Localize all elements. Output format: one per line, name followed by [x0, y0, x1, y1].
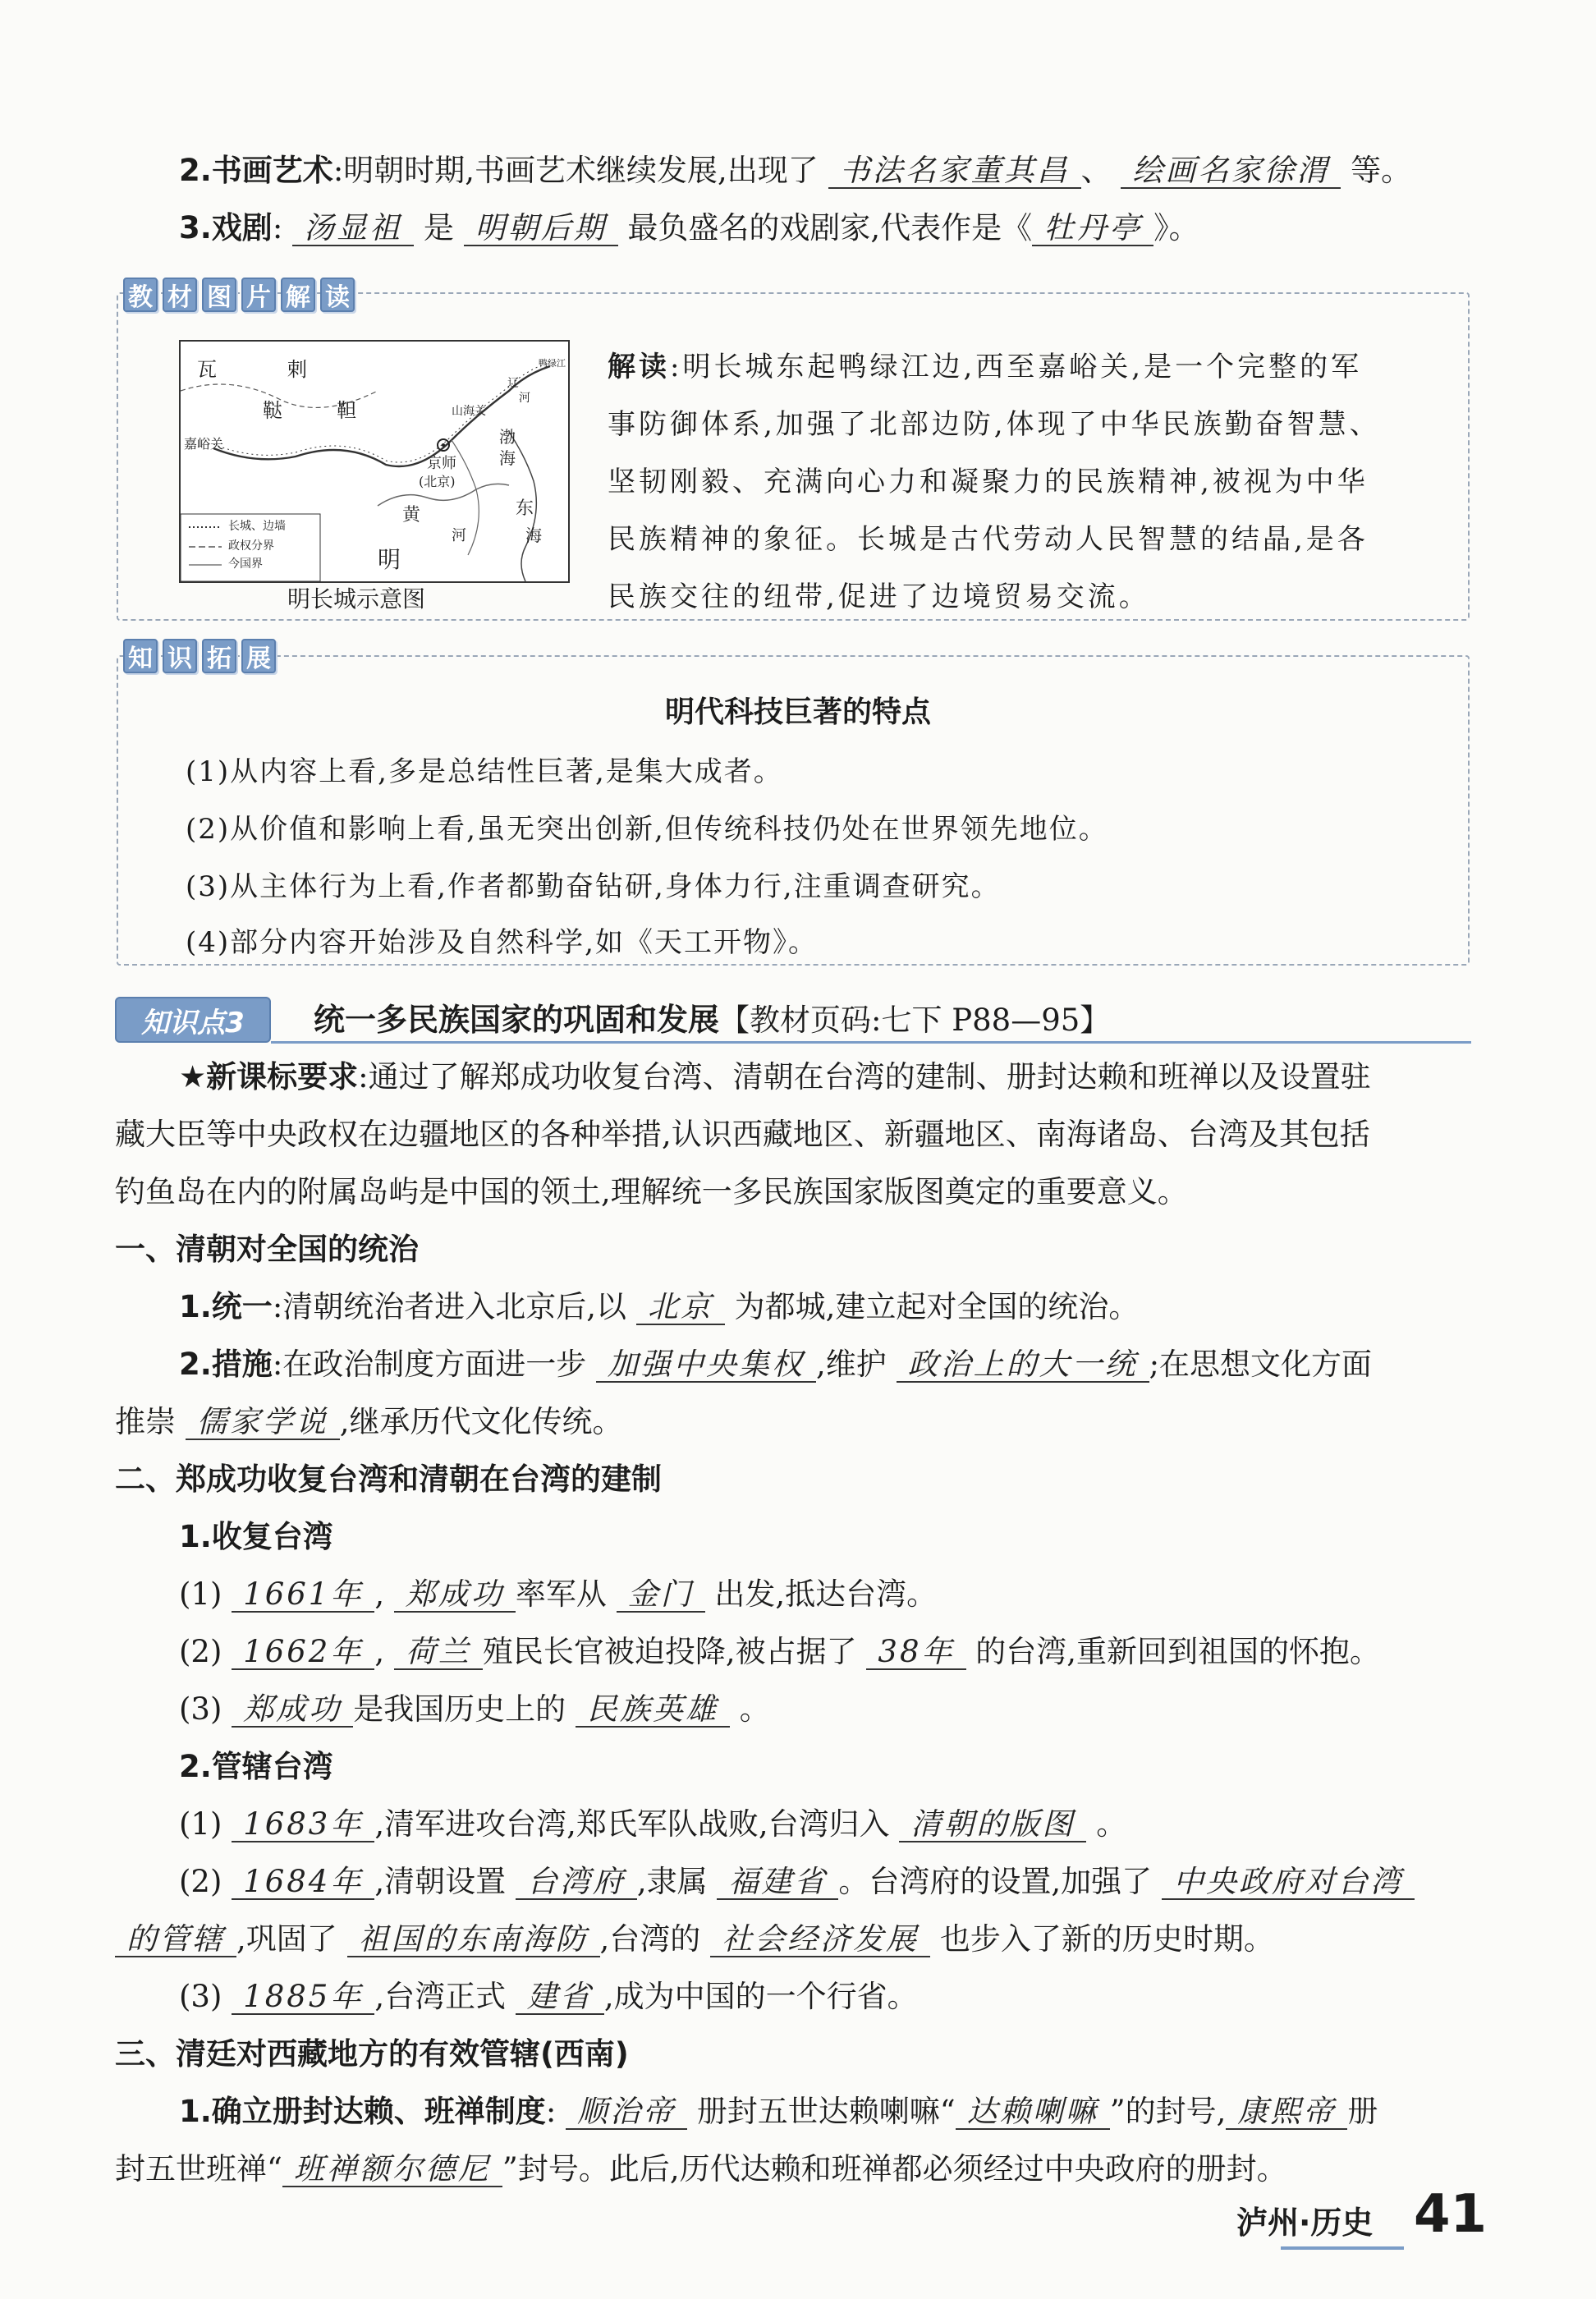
answer-blank: 1885年	[232, 1980, 374, 2015]
item-label: 1.统一	[179, 1289, 273, 1324]
map-legend-wall: 长城、边墙	[228, 520, 286, 533]
answer-blank: 明朝后期	[464, 212, 618, 246]
answer-blank: 政治上的大一统	[897, 1348, 1149, 1383]
map-label-huanghe-1: 黄	[402, 505, 421, 525]
text: ”的封号,	[1109, 2094, 1227, 2129]
item-label: 1.确立册封达赖、班禅制度	[179, 2094, 546, 2129]
answer-blank: 郑成功	[394, 1578, 516, 1613]
map-label-donghai-2: 海	[525, 525, 542, 545]
text: 等。	[1351, 153, 1412, 188]
text: ,清军进攻台湾,郑氏军队战败,台湾归入	[374, 1806, 890, 1842]
text: :明朝时期,书画艺术继续发展,出现了	[332, 153, 819, 188]
tag-char: 图	[202, 278, 236, 312]
map-legend-boundary: 政权分界	[228, 539, 274, 553]
text: ,继承历代文化传统。	[339, 1404, 623, 1439]
answer-blank: 的管辖	[115, 1923, 236, 1957]
s2-recover-1	[179, 1572, 937, 1618]
answer-blank: 1684年	[232, 1865, 374, 1900]
answer-blank: 书法名家董其昌	[828, 154, 1081, 189]
requirement-line-2: 藏大臣等中央政权在边疆地区的各种举措,认识西藏地区、新疆地区、南海诸岛、台湾及其包括	[115, 1117, 1370, 1152]
map-label-shanhaiguan: 山海关	[452, 405, 486, 418]
text: ,	[374, 1576, 385, 1612]
reading-line-2: 事防御体系,加强了北部边防,体现了中华民族勤奋智慧、	[608, 408, 1381, 441]
map-caption: 明长城示意图	[287, 585, 426, 613]
tag-char: 展	[241, 639, 276, 673]
text: 最负盛名的戏剧家,代表作是《	[627, 210, 1033, 246]
text: 是我国历史上的	[353, 1691, 566, 1727]
map-label-wala-1: 瓦	[197, 358, 217, 381]
line-drama	[179, 205, 1199, 251]
expansion-item-2: (2)从价值和影响上看,虽无突出创新,但传统科技仍处在世界领先地位。	[186, 813, 1108, 846]
text: 率军从	[515, 1576, 607, 1612]
map-label-donghai-1: 东	[516, 498, 534, 519]
answer-blank: 荷兰	[394, 1636, 483, 1670]
great-wall-map	[179, 340, 570, 583]
text: ,清朝设置	[374, 1864, 507, 1899]
answer-blank: 北京	[636, 1291, 725, 1325]
text: 的台湾,重新回到祖国的怀抱。	[975, 1634, 1381, 1669]
s2-govern-1	[179, 1801, 1126, 1847]
s2-recover-3	[179, 1686, 770, 1732]
map-label-wala-2: 剌	[287, 358, 307, 381]
map-label-beijing: (北京)	[419, 474, 456, 489]
page-number: 41	[1414, 2184, 1488, 2245]
answer-blank: 祖国的东南海防	[347, 1923, 600, 1957]
answer-blank: 金门	[617, 1578, 705, 1613]
answer-blank: 1683年	[232, 1808, 374, 1842]
answer-blank: 1661年	[232, 1578, 374, 1613]
answer-blank: 班禅额尔德尼	[282, 2153, 502, 2187]
text: 殖民长官被迫投降,被占据了	[482, 1634, 857, 1669]
text: 》。	[1153, 210, 1199, 246]
answer-blank: 清朝的版图	[899, 1808, 1086, 1842]
section-heading-3: 三、清廷对西藏地方的有效管辖(西南)	[115, 2036, 629, 2072]
map-legend-border: 今国界	[228, 558, 263, 571]
kp-title: 统一多民族国家的巩固和发展	[314, 1002, 720, 1038]
expansion-item-3: (3)从主体行为上看,作者都勤奋钻研,身体力行,注重调查研究。	[186, 870, 1001, 903]
requirement-text: :通过了解郑成功收复台湾、清朝在台湾的建制、册封达赖和班禅以及设置驻	[358, 1059, 1371, 1094]
text: 、	[1080, 153, 1112, 188]
num: (1)	[179, 1576, 222, 1612]
map-label-jiayuguan: 嘉峪关	[184, 436, 224, 452]
text: ;在思想文化方面	[1149, 1347, 1373, 1382]
tag-char: 教	[123, 278, 158, 312]
s1-item-2	[179, 1342, 1372, 1388]
map-label-jingshi: 京师	[427, 455, 456, 472]
expansion-item-4: (4)部分内容开始涉及自然科学,如《天工开物》。	[186, 926, 818, 959]
answer-blank: 建省	[516, 1980, 604, 2015]
expansion-item-1: (1)从内容上看,多是总结性巨著,是集大成者。	[186, 755, 783, 788]
tag-char: 拓	[202, 639, 236, 673]
reading-label: 解读	[608, 351, 670, 383]
s3-item-1-cont	[115, 2146, 1287, 2192]
answer-blank: 台湾府	[516, 1865, 637, 1900]
num: (3)	[179, 1691, 222, 1727]
text: 出发,抵达台湾。	[714, 1576, 938, 1612]
text: :	[545, 2094, 557, 2129]
text: ,成为中国的一个行省。	[603, 1979, 918, 2014]
s3-item-1	[179, 2089, 1378, 2135]
expansion-title: 明代科技巨著的特点	[664, 695, 931, 729]
requirement-line-3: 钓鱼岛在内的附属岛屿是中国的领土,理解统一多民族国家版图奠定的重要意义。	[115, 1174, 1188, 1209]
tag-char: 识	[163, 639, 197, 673]
text: 也步入了新的历史时期。	[939, 1921, 1274, 1957]
reading-line-5: 民族交往的纽带,促进了边境贸易交流。	[608, 580, 1150, 613]
s2-govern-3	[179, 1974, 918, 2020]
map-label-dada-2: 靼	[337, 399, 356, 422]
num: (1)	[179, 1806, 222, 1842]
answer-blank: 牡丹亭	[1032, 212, 1153, 246]
answer-blank: 郑成功	[232, 1693, 353, 1728]
text: :	[272, 210, 283, 246]
text: ”封号。此后,历代达赖和班禅都必须经过中央政府的册封。	[502, 2151, 1287, 2187]
item-label: 2.措施	[179, 1347, 273, 1382]
s2-govern-2-cont	[115, 1916, 1274, 1962]
footer-region: 泸州·历史	[1236, 2205, 1374, 2241]
tag-char: 读	[320, 278, 355, 312]
answer-blank: 汤显祖	[292, 212, 414, 246]
answer-blank: 康熙帝	[1226, 2095, 1347, 2130]
s1-item-2-cont	[115, 1399, 623, 1445]
s2-recover-2	[179, 1629, 1380, 1675]
item-label: 2.书画艺术	[179, 153, 333, 188]
text: :在政治制度方面进一步	[272, 1347, 587, 1382]
text: :清朝统治者进入北京后,以	[272, 1289, 627, 1324]
answer-blank: 儒家学说	[186, 1406, 340, 1440]
answer-blank: 顺治帝	[566, 2095, 687, 2130]
text: 册	[1347, 2094, 1378, 2129]
map-label-he: 河	[519, 392, 530, 405]
s2-govern-2	[179, 1859, 1415, 1905]
text: 。台湾府的设置,加强了	[838, 1864, 1153, 1899]
num: (2)	[179, 1864, 222, 1899]
text: 。	[739, 1691, 770, 1727]
answer-blank: 社会经济发展	[710, 1923, 930, 1957]
answer-blank: 38年	[866, 1636, 965, 1670]
answer-blank: 民族英雄	[576, 1693, 730, 1728]
item-label: 3.戏剧	[179, 210, 273, 246]
map-label-dada-1: 鞑	[263, 399, 282, 422]
num: (2)	[179, 1634, 222, 1669]
reading-line-3: 坚韧刚毅、充满向心力和凝聚力的民族精神,被视为中华	[608, 466, 1369, 498]
section-heading-1: 一、清朝对全国的统治	[115, 1232, 419, 1267]
section-heading-2: 二、郑成功收复台湾和清朝在台湾的建制	[115, 1462, 662, 1497]
answer-blank: 福建省	[717, 1865, 838, 1900]
s2-sub-1: 1.收复台湾	[179, 1519, 333, 1554]
map-label-huanghe-2: 河	[452, 527, 466, 544]
tag-char: 解	[281, 278, 315, 312]
reading-line-1	[608, 338, 1362, 396]
tag-char: 材	[163, 278, 197, 312]
footer-accent	[1281, 2246, 1404, 2250]
kp-title-line	[314, 997, 1110, 1044]
text: ,台湾的	[599, 1921, 701, 1957]
map-label-ming: 明	[378, 546, 401, 573]
requirement-label: ★新课标要求	[179, 1059, 359, 1094]
knowledge-point-tag: 知识点3	[115, 997, 271, 1043]
answer-blank: 加强中央集权	[596, 1348, 816, 1383]
text: 为都城,建立起对全国的统治。	[734, 1289, 1140, 1324]
answer-blank: 达赖喇嘛	[956, 2095, 1110, 2130]
text: ,巩固了	[236, 1921, 337, 1957]
line-calligraphy-painting	[179, 148, 1411, 194]
s1-item-1	[179, 1284, 1139, 1330]
map-label-bohai-1: 渤	[499, 427, 516, 447]
tag-char: 知	[123, 639, 158, 673]
text: 推崇	[115, 1404, 176, 1439]
kp-ref: 【教材页码:七下 P88—95】	[719, 1003, 1111, 1038]
text: ,	[374, 1634, 385, 1669]
reading-text: :明长城东起鸭绿江边,西至嘉峪关,是一个完整的军	[670, 351, 1363, 383]
map-label-yalujiang: 鸭绿江	[539, 358, 566, 369]
knowledge-expansion-tag	[123, 639, 276, 673]
answer-blank: 1662年	[232, 1636, 374, 1670]
map-label-liao: 辽	[507, 377, 519, 390]
text: ,台湾正式	[374, 1979, 507, 2014]
s2-sub-2: 2.管辖台湾	[179, 1749, 333, 1784]
num: (3)	[179, 1979, 222, 2014]
tag-char: 片	[241, 278, 276, 312]
picture-interpretation-tag	[123, 278, 355, 312]
text: 。	[1096, 1806, 1127, 1842]
reading-line-4: 民族精神的象征。长城是古代劳动人民智慧的结晶,是各	[608, 523, 1369, 556]
text: 封五世班禅“	[115, 2151, 282, 2187]
answer-blank: 绘画名家徐渭	[1121, 154, 1341, 189]
answer-blank: 中央政府对台湾	[1162, 1865, 1415, 1900]
requirement-line-1	[179, 1054, 1371, 1100]
text: ,维护	[816, 1347, 887, 1382]
map-label-bohai-2: 海	[499, 448, 516, 468]
text: ,隶属	[636, 1864, 708, 1899]
text: 册封五世达赖喇嘛“	[696, 2094, 956, 2129]
text: 是	[423, 210, 454, 246]
